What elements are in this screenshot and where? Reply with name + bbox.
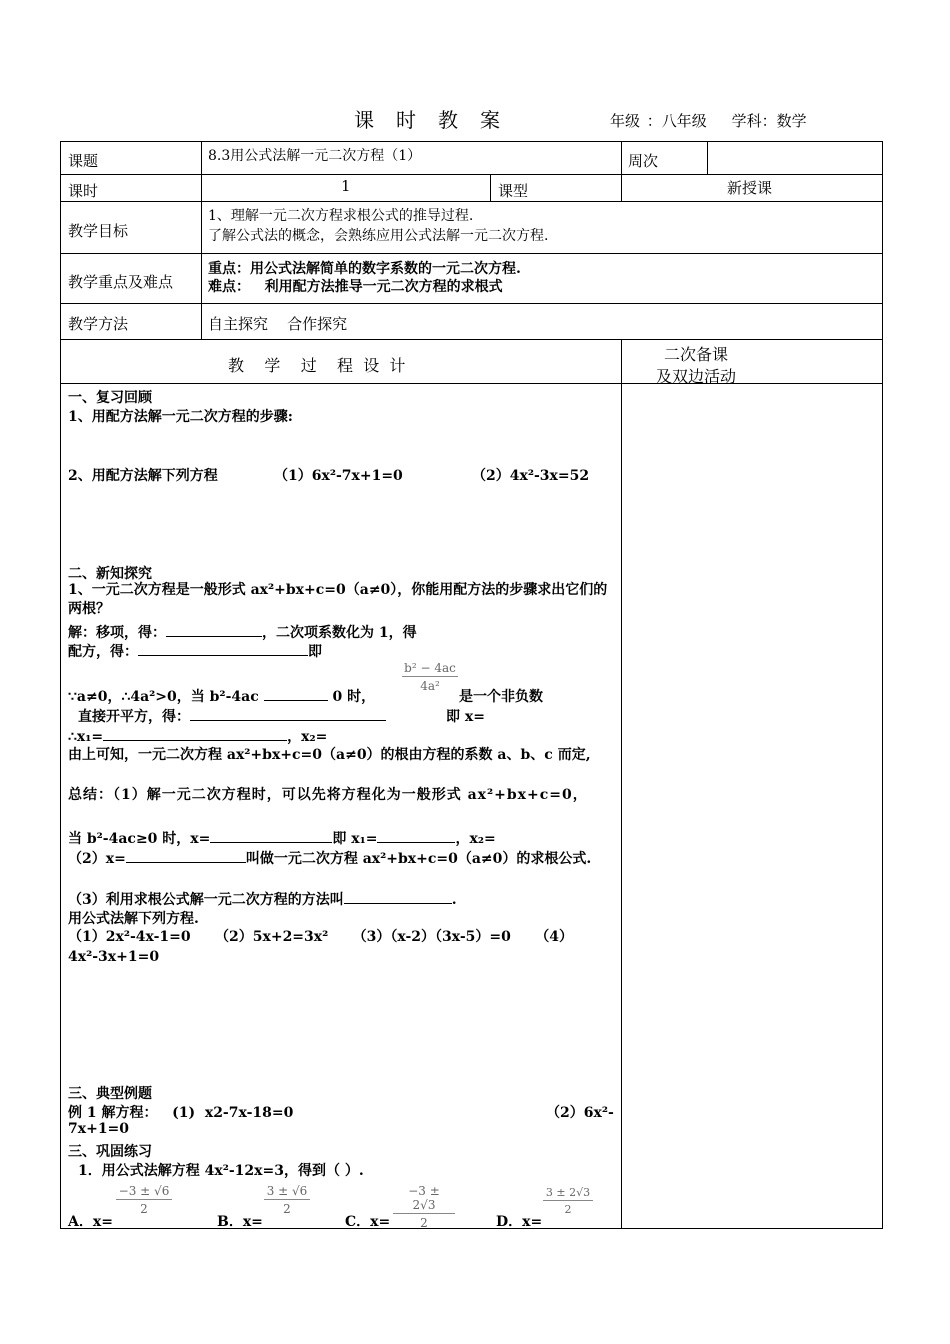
section-examples: 三、典型例题 — [68, 1086, 152, 1102]
period-value: 1 — [341, 177, 351, 195]
fraction-numerator: 3 ± √6 — [264, 1184, 310, 1200]
text: 当 b²-4ac≥0 时，x= — [68, 831, 211, 847]
review-q2-b: （2）4x²-3x=52 — [472, 468, 590, 484]
text: 例 1 解方程： (1) x2-7x-18=0 — [68, 1105, 294, 1121]
review-q2-text: 2、用配方法解下列方程 — [68, 468, 218, 484]
option-d-fraction — [543, 1186, 593, 1216]
section-practice: 三、巩固练习 — [68, 1144, 152, 1160]
text: （2）6x²- — [546, 1105, 614, 1121]
text: （3）利用求根公式解一元二次方程的方法叫 — [68, 892, 344, 908]
fraction-numerator: −3 ± √6 — [116, 1184, 172, 1200]
option-d[interactable]: D．x= — [496, 1214, 543, 1230]
key-line-2: 难点： 利用配方法推导一元二次方程的求根式 — [208, 279, 503, 295]
explore-line-1 — [68, 622, 417, 642]
text: 直接开平方，得： — [78, 709, 190, 725]
blank[interactable] — [190, 706, 386, 721]
explore-line-6: 由上可知，一元二次方程 ax²+bx+c=0（a≠0）的根由方程的系数 a、b、c 而定, — [68, 747, 591, 763]
fraction-discriminant — [402, 661, 458, 693]
explore-line-3 — [68, 686, 543, 706]
text: 即 x= — [446, 709, 485, 725]
option-b[interactable]: B．x= — [217, 1214, 263, 1230]
side-heading-2: 及双边活动 — [656, 367, 737, 386]
blank[interactable] — [264, 686, 328, 701]
blank[interactable] — [138, 641, 308, 656]
text: ∴x₁= — [68, 729, 104, 745]
topic-label: 课题 — [68, 152, 99, 170]
review-q2-a: （1）6x²-7x+1=0 — [274, 468, 403, 484]
option-b-fraction — [264, 1184, 310, 1216]
text: 即 x₁= — [332, 831, 378, 847]
fraction-denominator: 4a² — [420, 679, 440, 693]
text: . — [451, 892, 457, 908]
section-explore: 二、新知探究 — [68, 566, 152, 582]
fraction-numerator: b² − 4ac — [402, 661, 458, 677]
topic-value: 8.3用公式法解一元二次方程（1） — [208, 148, 422, 164]
text: 即 — [308, 644, 322, 660]
grade-label: 年级 — [610, 112, 641, 130]
blank[interactable] — [103, 726, 287, 741]
fraction-denominator: 2 — [140, 1202, 148, 1216]
practice-q1: 1．用公式法解方程 4x²-12x=3，得到（ ）. — [78, 1163, 364, 1179]
blank[interactable] — [377, 828, 455, 843]
grade-subject — [610, 110, 809, 131]
blank[interactable] — [344, 889, 452, 904]
title-char: 课 — [354, 108, 376, 132]
text: ，x₂= — [455, 831, 496, 847]
week-label: 周次 — [628, 152, 659, 170]
page-title — [354, 104, 522, 133]
method-value: 自主探究 合作探究 — [208, 315, 348, 333]
example-1 — [68, 1102, 614, 1122]
title-char: 案 — [480, 108, 502, 132]
type-label: 课型 — [498, 182, 529, 200]
text: 0 时， — [332, 689, 376, 705]
explore-line-4 — [78, 706, 485, 726]
text: ∵a≠0，∴4a²>0，当 b²-4ac — [68, 689, 259, 705]
blank[interactable] — [126, 848, 246, 863]
explore-line-8 — [68, 828, 496, 848]
explore-q1: 1、一元二次方程是一般形式 ax²+bx+c=0（a≠0），你能用配方法的步骤求出它们的两根？ — [68, 582, 608, 617]
text: 是一个非负数 — [459, 689, 543, 705]
subject-label: 学科：数学 — [731, 112, 807, 130]
fraction-denominator: 2 — [283, 1202, 291, 1216]
explore-line-10 — [68, 889, 457, 909]
text: ，二次项系数化为 1，得 — [262, 625, 417, 641]
key-label: 教学重点及难点 — [68, 273, 174, 291]
side-heading-1: 二次备课 — [664, 345, 729, 364]
review-q1: 1、用配方法解一元二次方程的步骤: — [68, 409, 293, 425]
option-a-fraction — [116, 1184, 172, 1216]
text: 叫做一元二次方程 ax²+bx+c=0（a≠0）的求根公式. — [245, 851, 592, 867]
fraction-denominator: 2 — [564, 1203, 572, 1216]
text: （2）x= — [68, 851, 126, 867]
text: 解：移项，得： — [68, 625, 166, 641]
type-value: 新授课 — [727, 179, 773, 197]
blank[interactable] — [166, 622, 262, 637]
method-label: 教学方法 — [68, 315, 129, 333]
fraction-numerator: 3 ± 2√3 — [543, 1186, 593, 1201]
goal-line-1: 1、理解一元二次方程求根公式的推导过程. — [208, 208, 474, 224]
title-char: 教 — [438, 108, 460, 132]
explore-line-9 — [68, 848, 614, 869]
explore-line-11: 用公式法解下列方程. — [68, 911, 199, 927]
fraction-numerator: −3 ± 2√3 — [393, 1184, 455, 1214]
review-q2 — [68, 465, 590, 485]
option-c-fraction — [393, 1184, 455, 1230]
goal-line-2: 了解公式法的概念，会熟练应用公式法解一元二次方程. — [208, 228, 549, 244]
option-a[interactable]: A．x= — [68, 1214, 113, 1230]
text: 配方，得： — [68, 644, 138, 660]
option-c[interactable]: C．x= — [345, 1214, 391, 1230]
period-label: 课时 — [68, 182, 99, 200]
key-line-1: 重点：用公式法解简单的数字系数的一元二次方程. — [208, 261, 521, 277]
text: ，x₂= — [287, 729, 328, 745]
title-char: 时 — [396, 108, 418, 132]
blank[interactable] — [210, 828, 332, 843]
section-review: 一、复习回顾 — [68, 390, 152, 406]
process-heading: 教 学 过 程 设 计 — [228, 356, 406, 375]
explore-line-5 — [68, 726, 327, 746]
grade-value: ：八年级 — [646, 112, 707, 130]
example-1-cont: 7x+1=0 — [68, 1121, 130, 1137]
explore-line-12: （1）2x²-4x-1=0 （2）5x+2=3x² （3）（x-2）（3x-5）=0 （4）4x²-3x+1=0 — [68, 929, 573, 965]
explore-line-7: 总结：（1）解一元二次方程时，可以先将方程化为一般形式 ax²+bx+c=0， — [68, 787, 588, 803]
goal-label: 教学目标 — [68, 222, 129, 240]
fraction-denominator: 2 — [420, 1216, 428, 1230]
explore-line-2 — [68, 641, 322, 661]
